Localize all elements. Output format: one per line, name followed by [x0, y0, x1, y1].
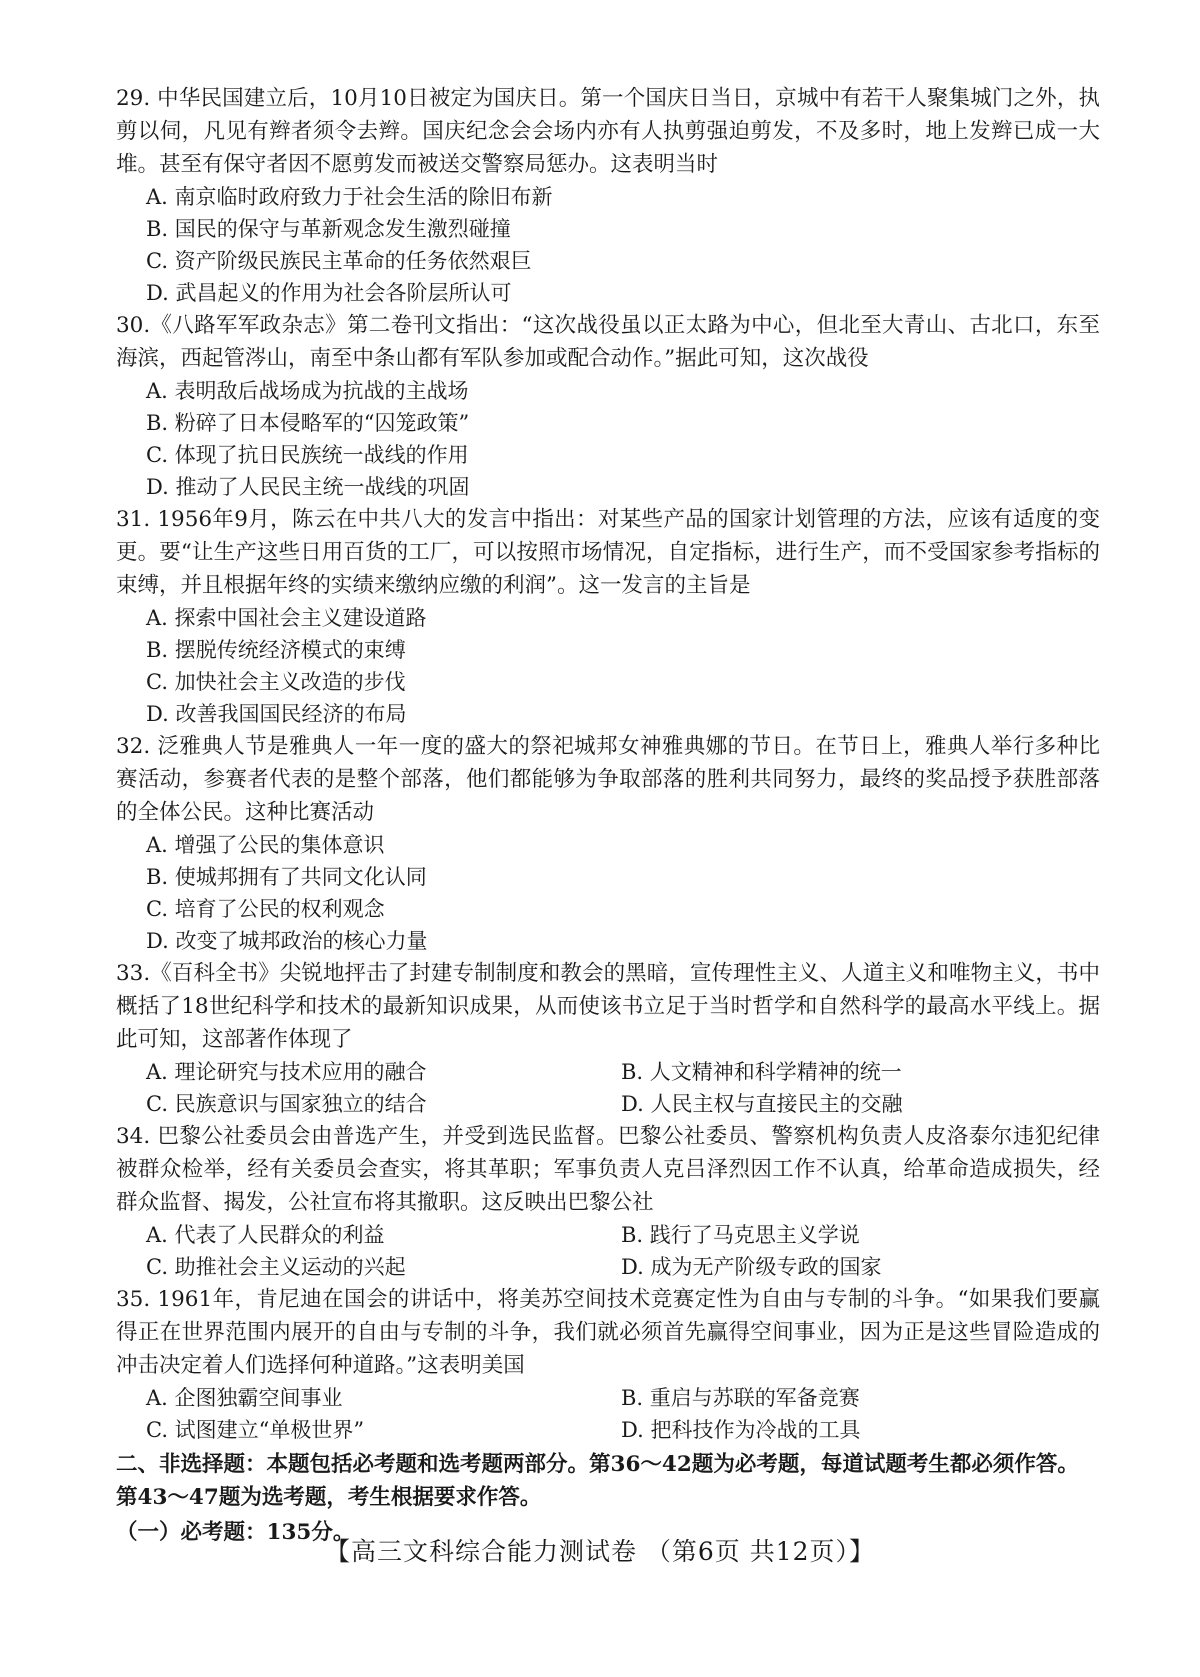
question-stem: 35. 1961年，肯尼迪在国会的讲话中，将美苏空间技术竞赛定性为自由与专制的斗争。“如果我们要赢得正在世界范围内展开的自由与专制的斗争，我们就必须首先赢得空间事业，因为正是这些冒险造成的冲击决定着人们选择何种道路。”这表明美国: [116, 1287, 1100, 1378]
option-d: D. 人民主权与直接民主的交融: [621, 1092, 903, 1116]
option-c: C. 体现了抗日民族统一战线的作用: [146, 443, 469, 467]
option-c: C. 助推社会主义运动的兴起: [146, 1255, 406, 1279]
option-b: B. 重启与苏联的军备竞赛: [621, 1386, 860, 1410]
option-d: D. 推动了人民民主统一战线的巩固: [146, 475, 470, 499]
option-c: C. 培育了公民的权利观念: [146, 897, 385, 921]
option-b: B. 人文精神和科学精神的统一: [621, 1060, 902, 1084]
option-d: D. 改变了城邦政治的核心力量: [146, 929, 428, 953]
option-a: A. 理论研究与技术应用的融合: [146, 1060, 427, 1084]
option-d: D. 武昌起义的作用为社会各阶层所认可: [146, 281, 512, 305]
section-subheading-required: （一）必考题：135分。: [116, 1520, 355, 1545]
option-row: [116, 1056, 1100, 1088]
option-b: B. 摆脱传统经济模式的束缚: [146, 638, 406, 662]
question-29: [116, 82, 1100, 309]
question-30: [116, 309, 1100, 503]
option-a: A. 企图独霸空间事业: [146, 1386, 343, 1410]
question-35: [116, 1283, 1100, 1446]
option-d: D. 改善我国国民经济的布局: [146, 702, 407, 726]
option-c: C. 民族意识与国家独立的结合: [146, 1092, 427, 1116]
option-c: C. 试图建立“单极世界”: [146, 1418, 365, 1442]
option-a: A. 探索中国社会主义建设道路: [146, 606, 427, 630]
option-d: D. 把科技作为冷战的工具: [621, 1418, 861, 1442]
option-c: C. 资产阶级民族民主革命的任务依然艰巨: [146, 249, 532, 273]
question-stem: 34. 巴黎公社委员会由普选产生，并受到选民监督。巴黎公社委员、警察机构负责人皮洛泰尔违犯纪律被群众检举，经有关委员会查实，将其革职；军事负责人克吕泽烈因工作不认真，给革命造成损失，经群众监督、揭发，公社宣布将其撤职。这反映出巴黎公社: [116, 1124, 1100, 1215]
option-row: [116, 1251, 1100, 1283]
option-row: [116, 1088, 1100, 1120]
question-stem: 31. 1956年9月，陈云在中共八大的发言中指出：对某些产品的国家计划管理的方法，应该有适度的变更。要“让生产这些日用百货的工厂，可以按照市场情况，自定指标，进行生产，而不受国家参考指标的束缚，并且根据年终的实绩来缴纳应缴的利润”。这一发言的主旨是: [116, 507, 1100, 598]
question-33: [116, 957, 1100, 1120]
option-b: B. 国民的保守与革新观念发生激烈碰撞: [146, 217, 511, 241]
option-a: A. 南京临时政府致力于社会生活的除旧布新: [146, 185, 553, 209]
option-a: A. 增强了公民的集体意识: [146, 833, 385, 857]
option-b: B. 粉碎了日本侵略军的“囚笼政策”: [146, 411, 470, 435]
question-stem: 30.《八路军军政杂志》第二卷刊文指出：“这次战役虽以正太路为中心，但北至大青山、古北口，东至海滨，西起管涔山，南至中条山都有军队参加或配合动作。”据此可知，这次战役: [116, 313, 1100, 371]
question-34: [116, 1120, 1100, 1283]
option-row: [116, 1414, 1100, 1446]
option-row: [116, 1219, 1100, 1251]
question-stem: 32. 泛雅典人节是雅典人一年一度的盛大的祭祀城邦女神雅典娜的节日。在节日上，雅典人举行多种比赛活动，参赛者代表的是整个部落，他们都能够为争取部落的胜利共同努力，最终的奖品授予获胜部落的全体公民。这种比赛活动: [116, 734, 1100, 825]
section-heading-non-choice: 二、非选择题：本题包括必考题和选考题两部分。第36～42题为必考题，每道试题考生都必须作答。第43～47题为选考题，考生根据要求作答。: [116, 1452, 1079, 1510]
option-row: [116, 1382, 1100, 1414]
question-stem: 29. 中华民国建立后，10月10日被定为国庆日。第一个国庆日当日，京城中有若干人聚集城门之外，执剪以伺，凡见有辫者须令去辫。国庆纪念会会场内亦有人执剪强迫剪发，不及多时，地上发辫已成一大堆。甚至有保守者因不愿剪发而被送交警察局惩办。这表明当时: [116, 86, 1100, 177]
question-stem: 33.《百科全书》尖锐地抨击了封建专制制度和教会的黑暗，宣传理性主义、人道主义和唯物主义，书中概括了18世纪科学和技术的最新知识成果，从而使该书立足于当时哲学和自然科学的最高水平线上。据此可知，这部著作体现了: [116, 961, 1100, 1052]
option-c: C. 加快社会主义改造的步伐: [146, 670, 406, 694]
page-footer: 【高三文科综合能力测试卷 （第6页 共12页）】: [324, 1537, 876, 1566]
option-a: A. 表明敌后战场成为抗战的主战场: [146, 379, 469, 403]
question-32: [116, 730, 1100, 957]
option-b: B. 使城邦拥有了共同文化认同: [146, 865, 427, 889]
option-d: D. 成为无产阶级专政的国家: [621, 1255, 882, 1279]
option-b: B. 践行了马克思主义学说: [621, 1223, 860, 1247]
option-a: A. 代表了人民群众的利益: [146, 1223, 385, 1247]
question-31: [116, 503, 1100, 730]
